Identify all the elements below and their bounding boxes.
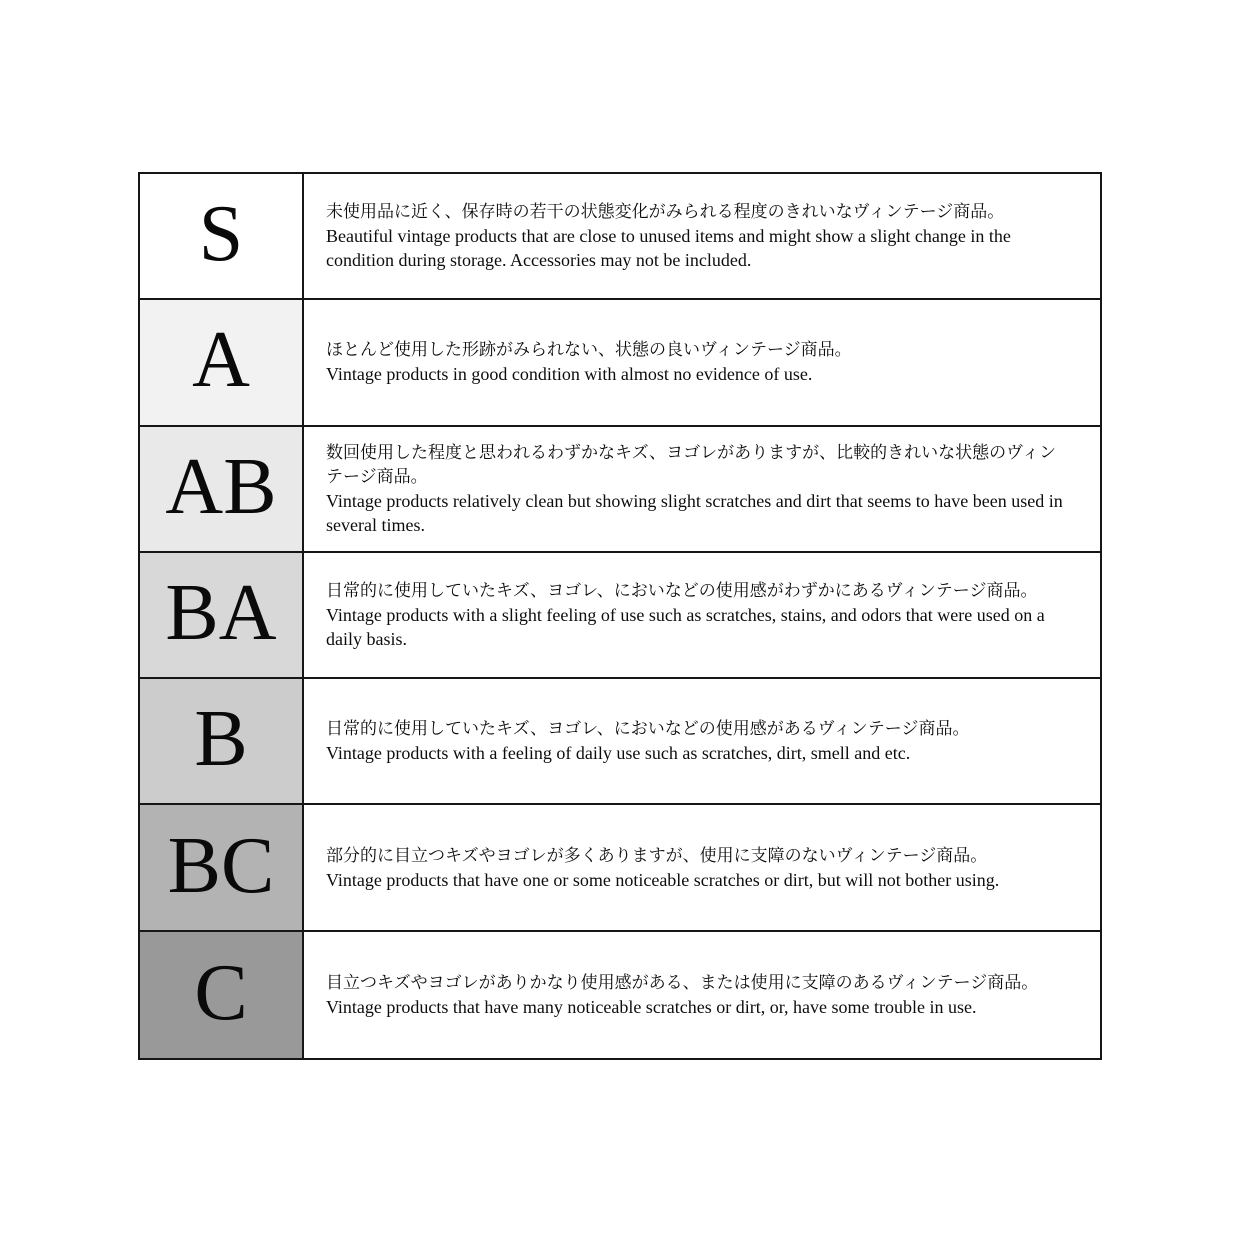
grade-cell-c bbox=[140, 932, 304, 1058]
grade-letter-a: A bbox=[192, 316, 250, 405]
description-japanese: 未使用品に近く、保存時の若干の状態変化がみられる程度のきれいなヴィンテージ商品。 bbox=[326, 202, 1005, 222]
grade-row-a bbox=[140, 300, 1100, 426]
grade-cell-b bbox=[140, 679, 304, 803]
grade-letter-c: C bbox=[194, 948, 248, 1037]
description-cell-ba bbox=[304, 553, 1100, 677]
grade-letter-s: S bbox=[198, 190, 244, 279]
description-cell-b bbox=[304, 679, 1100, 803]
description-japanese: ほとんど使用した形跡がみられない、状態の良いヴィンテージ商品。 bbox=[326, 340, 852, 360]
description-cell-ab bbox=[304, 427, 1100, 551]
description-english: Vintage products relatively clean but showing slight scratches and dirt that seems to have been used in several times. bbox=[326, 490, 1063, 535]
grade-cell-bc bbox=[140, 805, 304, 929]
description-cell-c bbox=[304, 932, 1100, 1058]
grade-row-ab bbox=[140, 427, 1100, 553]
description-cell-s bbox=[304, 174, 1100, 298]
grade-row-c bbox=[140, 932, 1100, 1058]
grade-cell-ba bbox=[140, 553, 304, 677]
description-japanese: 目立つキズやヨゴレがありかなり使用感がある、または使用に支障のあるヴィンテージ商品。 bbox=[326, 972, 1039, 992]
grade-cell-s bbox=[140, 174, 304, 298]
description-english: Vintage products that have one or some noticeable scratches or dirt, but will not bother using. bbox=[326, 869, 1000, 890]
description-japanese: 部分的に目立つキズやヨゴレが多くありますが、使用に支障のないヴィンテージ商品。 bbox=[326, 845, 988, 865]
grade-row-ba bbox=[140, 553, 1100, 679]
grade-letter-bc: BC bbox=[167, 821, 275, 910]
description-japanese: 数回使用した程度と思われるわずかなキズ、ヨゴレがありますが、比較的きれいな状態のヴィンテージ商品。 bbox=[326, 442, 1057, 486]
description-japanese: 日常的に使用していたキズ、ヨゴレ、においなどの使用感があるヴィンテージ商品。 bbox=[326, 719, 970, 739]
grade-row-bc bbox=[140, 805, 1100, 931]
grade-cell-ab bbox=[140, 427, 304, 551]
condition-grade-table bbox=[138, 172, 1102, 1060]
description-english: Vintage products in good condition with almost no evidence of use. bbox=[326, 364, 813, 385]
grade-row-s bbox=[140, 174, 1100, 300]
grade-letter-b: B bbox=[194, 695, 248, 784]
description-cell-bc bbox=[304, 805, 1100, 929]
description-english: Beautiful vintage products that are close to unused items and might show a slight change in the condition during storage. Accessories may not be included. bbox=[326, 226, 1011, 271]
description-cell-a bbox=[304, 300, 1100, 424]
grade-letter-ab: AB bbox=[165, 442, 277, 531]
grade-row-b bbox=[140, 679, 1100, 805]
description-japanese: 日常的に使用していたキズ、ヨゴレ、においなどの使用感がわずかにあるヴィンテージ商品。 bbox=[326, 580, 1038, 600]
grade-cell-a bbox=[140, 300, 304, 424]
description-english: Vintage products with a feeling of daily use such as scratches, dirt, smell and etc. bbox=[326, 743, 911, 764]
description-english: Vintage products that have many noticeable scratches or dirt, or, have some trouble in use. bbox=[326, 996, 977, 1017]
grade-letter-ba: BA bbox=[165, 568, 277, 657]
description-english: Vintage products with a slight feeling of use such as scratches, stains, and odors that were used on a daily basis. bbox=[326, 604, 1045, 649]
